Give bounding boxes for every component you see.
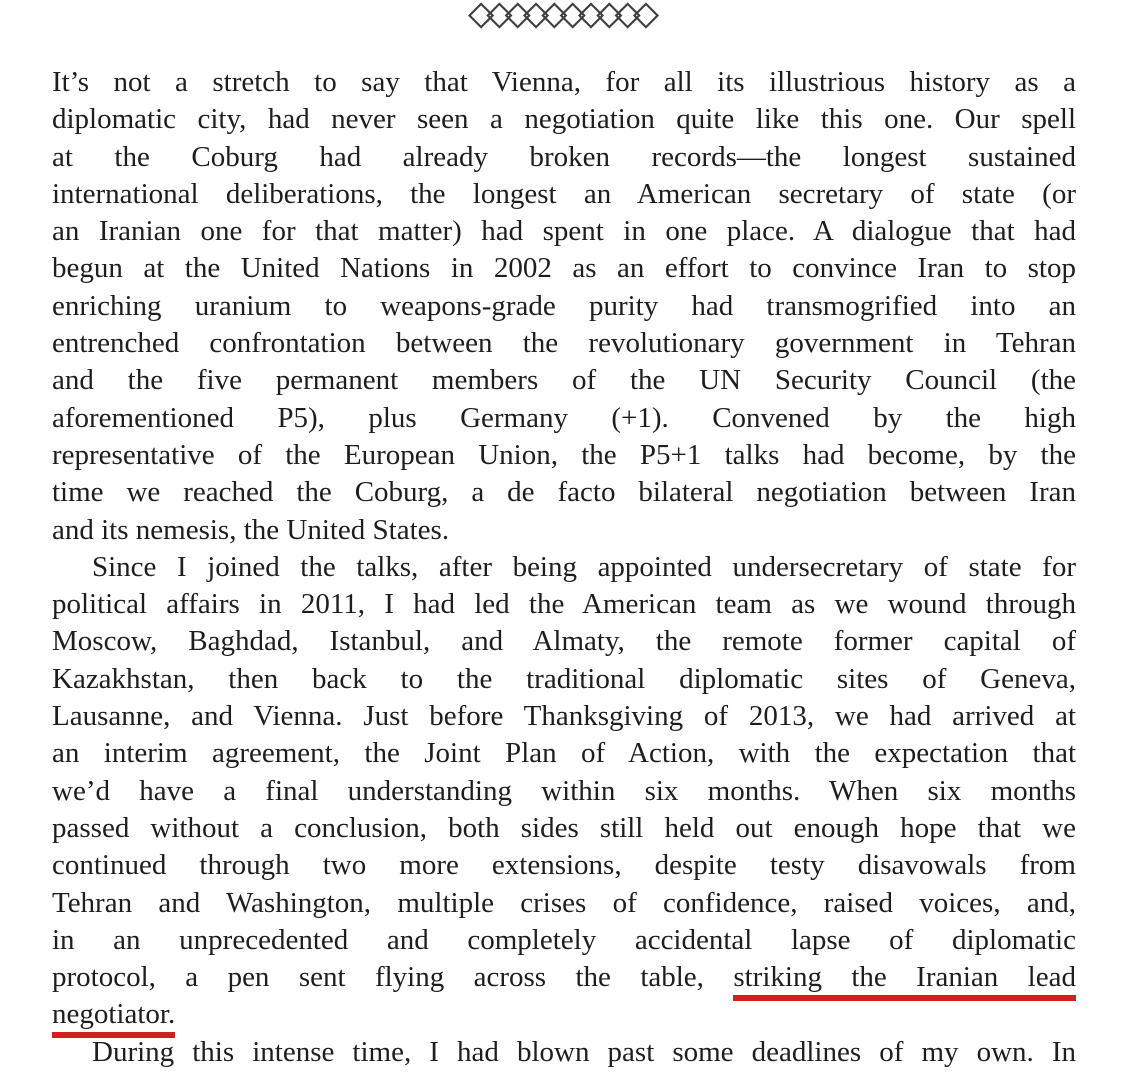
- text-line: protocol, a pen sent flying across the table, striking the Iranian lead: [52, 959, 1076, 996]
- text-line: representative of the European Union, the P5+1 talks had become, by the: [52, 438, 1076, 471]
- red-underline-highlight: negotiator.: [52, 998, 175, 1038]
- text-line: Kazakhstan, then back to the traditional diplomatic sites of Geneva,: [52, 662, 1076, 695]
- text-line: political affairs in 2011, I had led the American team as we wound through: [52, 588, 1076, 621]
- diamond-chain-icon: [468, 2, 660, 29]
- text-line: aforementioned P5), plus Germany (+1). Convened by the high: [52, 401, 1076, 434]
- paragraph: [52, 64, 1076, 549]
- text-line: and the five permanent members of the UN Security Council (the: [52, 364, 1076, 397]
- text-line: we’d have a final understanding within six months. When six months: [52, 774, 1076, 807]
- red-underline-highlight: striking the Iranian lead: [733, 961, 1076, 1001]
- text-line: diplomatic city, had never seen a negotiation quite like this one. Our spell: [52, 103, 1076, 136]
- text-line: passed without a conclusion, both sides still held out enough hope that we: [52, 811, 1076, 844]
- paragraph: [52, 549, 1076, 1034]
- text-line: [52, 996, 1076, 1033]
- text-line: Since I joined the talks, after being appointed undersecretary of state for: [92, 550, 1076, 583]
- chapter-ornament: [0, 0, 1128, 30]
- paragraph: [52, 1034, 1076, 1071]
- page-text: [52, 64, 1076, 1071]
- text-line: and its nemesis, the United States.: [52, 513, 450, 546]
- text-line: enriching uranium to weapons-grade purity had transmogrified into an: [52, 289, 1076, 322]
- text-line: entrenched confrontation between the revolutionary government in Tehran: [52, 327, 1076, 360]
- text-line: an interim agreement, the Joint Plan of Action, with the expectation that: [52, 737, 1076, 770]
- text-line: continued through two more extensions, despite testy disavowals from: [52, 849, 1076, 882]
- text-line: in an unprecedented and completely accidental lapse of diplomatic: [52, 923, 1076, 956]
- text-line: Tehran and Washington, multiple crises of confidence, raised voices, and,: [52, 886, 1076, 919]
- text-line: Lausanne, and Vienna. Just before Thanksgiving of 2013, we had arrived at: [52, 700, 1076, 733]
- text-line: at the Coburg had already broken records—the longest sustained: [52, 140, 1076, 173]
- text-line: It’s not a stretch to say that Vienna, for all its illustrious history as a: [52, 66, 1076, 98]
- text-line: During this intense time, I had blown past some deadlines of my own. In: [92, 1035, 1076, 1068]
- text-line: international deliberations, the longest an American secretary of state (or: [52, 177, 1076, 210]
- text-line: time we reached the Coburg, a de facto bilateral negotiation between Iran: [52, 476, 1076, 509]
- text-line: an Iranian one for that matter) had spent in one place. A dialogue that had: [52, 215, 1076, 248]
- text-line: begun at the United Nations in 2002 as an effort to convince Iran to stop: [52, 252, 1076, 285]
- text-line: Moscow, Baghdad, Istanbul, and Almaty, the remote former capital of: [52, 625, 1076, 658]
